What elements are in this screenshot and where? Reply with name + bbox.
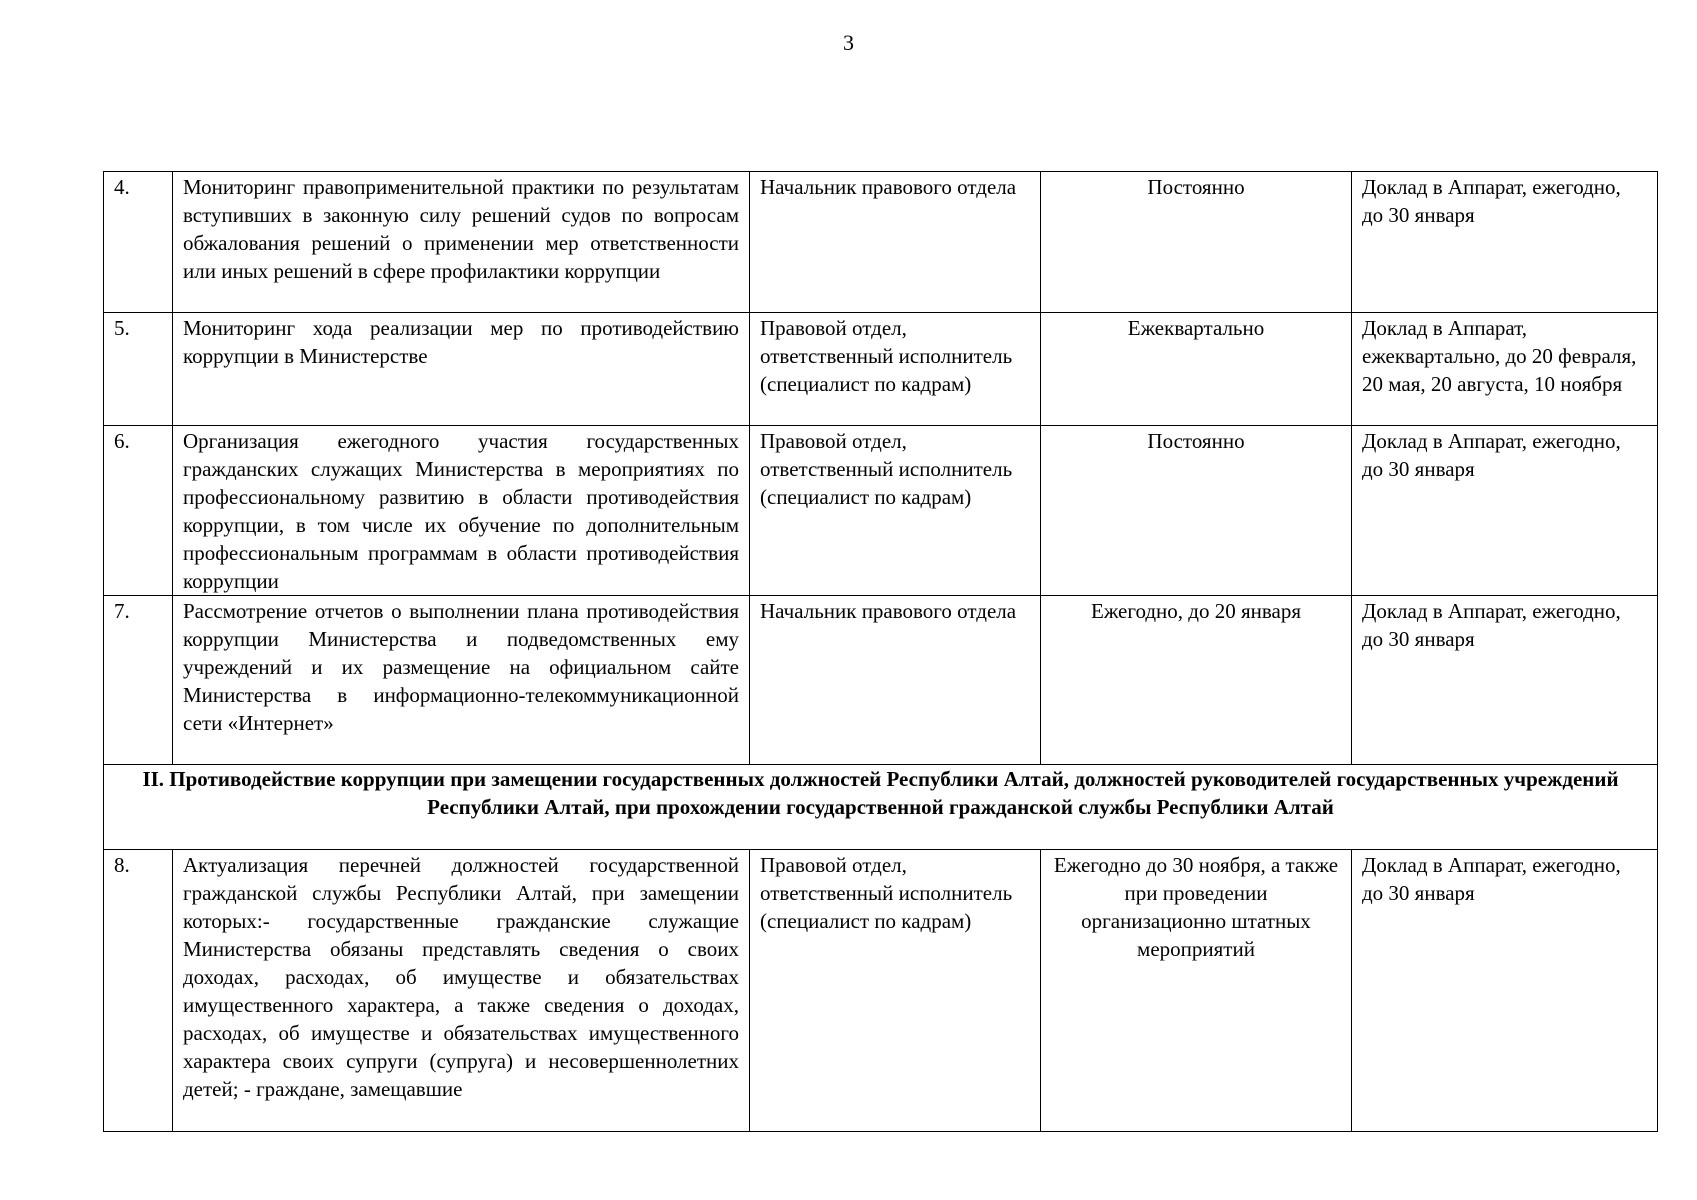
table-row xyxy=(104,850,1658,1132)
anticorruption-plan-table xyxy=(103,171,1658,1132)
report-form: Доклад в Аппарат, ежегодно, до 30 января xyxy=(1352,172,1658,313)
row-number: 4. xyxy=(104,172,173,313)
report-form: Доклад в Аппарат, ежегодно, до 30 января xyxy=(1352,596,1658,765)
page-number: 3 xyxy=(843,30,854,55)
table-row xyxy=(104,313,1658,426)
deadline: Постоянно xyxy=(1041,426,1352,596)
responsible-executor: Правовой отдел, ответственный исполнитель (специалист по кадрам) xyxy=(750,850,1041,1132)
measure-description: Мониторинг правоприменительной практики по результатам вступивших в законную силу решений судов по вопросам обжалования решений о применении мер ответственности или иных решений в сфере профилактики коррупции xyxy=(173,172,750,313)
measure-description: Актуализация перечней должностей государственной гражданской службы Республики Алтай, при замещении которых:- государственные гражданские служащие Министерства обязаны представлять сведения о своих доходах, расходах, об имуществе и обязательствах имущественного характера, а также сведения о доходах, расходах, об имуществе и обязательствах имущественного характера своих супруги (супруга) и несовершеннолетних детей; - граждане, замещавшие xyxy=(173,850,750,1132)
report-form: Доклад в Аппарат, ежегодно, до 30 января xyxy=(1352,850,1658,1132)
measure-description: Мониторинг хода реализации мер по противодействию коррупции в Министерстве xyxy=(173,313,750,426)
measure-description: Организация ежегодного участия государственных гражданских служащих Министерства в мероприятиях по профессиональному развитию в области противодействия коррупции, в том числе их обучение по дополнительным профессиональным программам в области противодействия коррупции xyxy=(173,426,750,596)
measure-description: Рассмотрение отчетов о выполнении плана противодействия коррупции Министерства и подведомственных ему учреждений и их размещение на официальном сайте Министерства в информационно-телекоммуникационной сети «Интернет» xyxy=(173,596,750,765)
row-number: 6. xyxy=(104,426,173,596)
responsible-executor: Начальник правового отдела xyxy=(750,596,1041,765)
deadline: Ежеквартально xyxy=(1041,313,1352,426)
deadline: Ежегодно до 30 ноября, а также при проведении организационно штатных мероприятий xyxy=(1041,850,1352,1132)
row-number: 5. xyxy=(104,313,173,426)
table-row xyxy=(104,596,1658,765)
row-number: 7. xyxy=(104,596,173,765)
report-form: Доклад в Аппарат, ежегодно, до 30 января xyxy=(1352,426,1658,596)
responsible-executor: Начальник правового отдела xyxy=(750,172,1041,313)
section-ii-title: II. Противодействие коррупции при замещении государственных должностей Республики Алтай, должностей руководителей государственных учреждений Республики Алтай, при прохождении государственной гражданской службы Республики Алтай xyxy=(142,767,1619,819)
section-title xyxy=(104,765,1658,850)
deadline: Постоянно xyxy=(1041,172,1352,313)
responsible-executor: Правовой отдел, ответственный исполнитель (специалист по кадрам) xyxy=(750,426,1041,596)
report-form: Доклад в Аппарат, ежеквартально, до 20 февраля, 20 мая, 20 августа, 10 ноября xyxy=(1352,313,1658,426)
row-number: 8. xyxy=(104,850,173,1132)
responsible-executor: Правовой отдел, ответственный исполнитель (специалист по кадрам) xyxy=(750,313,1041,426)
table-row xyxy=(104,426,1658,596)
section-header-row xyxy=(104,765,1658,850)
table-row xyxy=(104,172,1658,313)
deadline: Ежегодно, до 20 января xyxy=(1041,596,1352,765)
